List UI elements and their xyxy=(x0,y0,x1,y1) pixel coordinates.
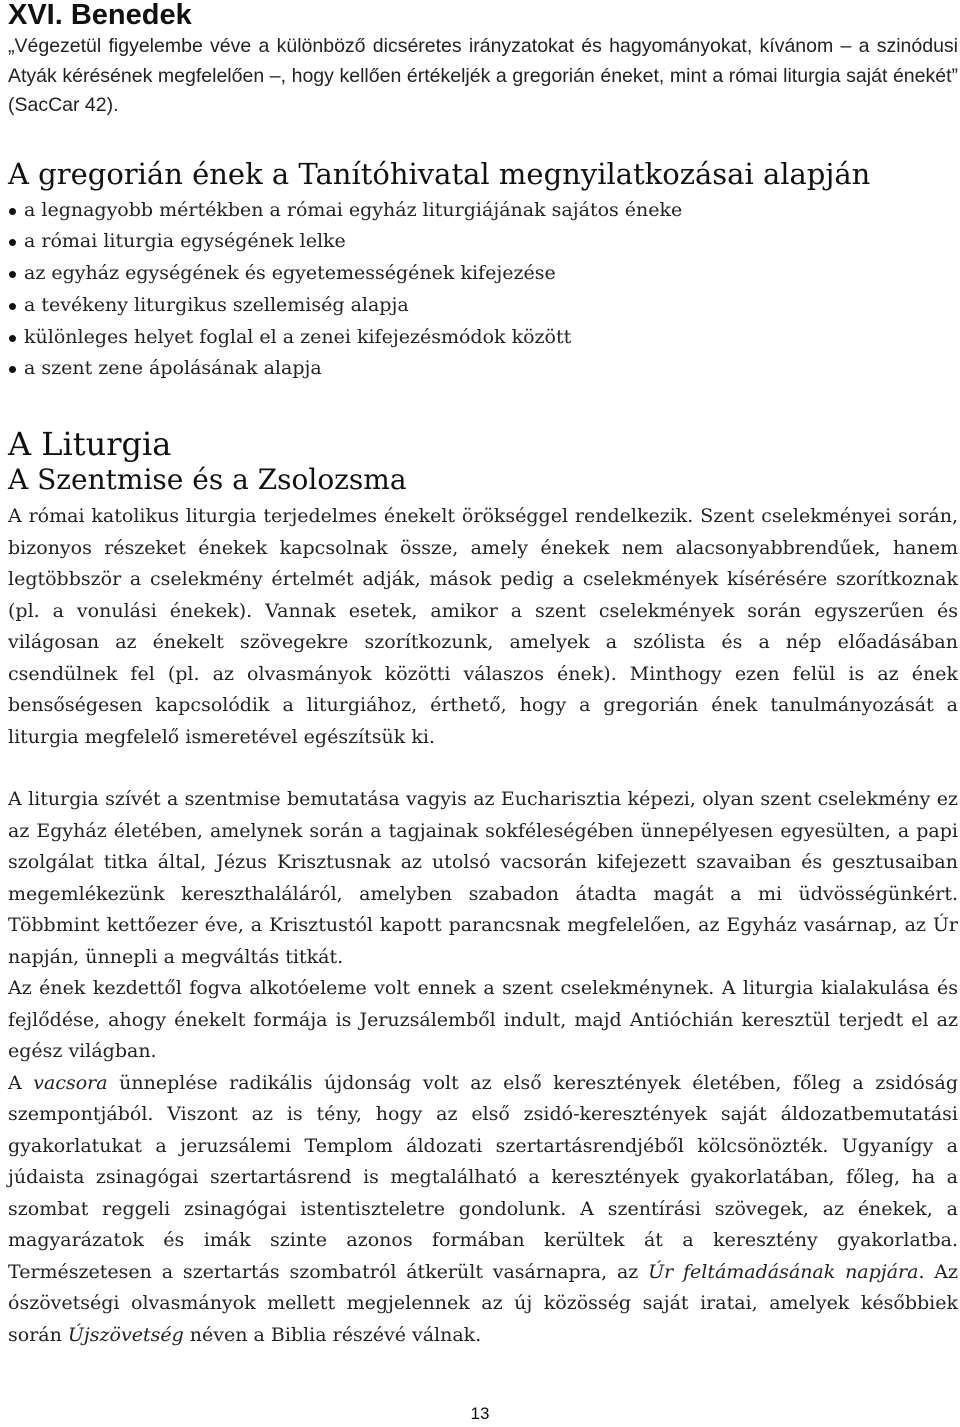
page-number: 13 xyxy=(470,1404,490,1423)
paragraph-2: A liturgia szívét a szentmise bemutatása vagyis az Eucharisztia képezi, olyan szent cselekmény ez az Egyház életében, amelynek során a tagjainak sokféleségében ünnepélyesen egyesülten, a papi szolgálat titka által, Jézus Krisztusnak az utolsó vacsorán kifejezett szavaiban és gesztusaiban megemlékezünk kereszthaláláról, amelyben szabadon átadta magát a mi üdvösségünkért. Többmint kettőezer éve, a Krisztustól kapott parancsnak megfelelően, az Egyház vasárnap, az Úr napján, ünnepli a megváltás titkát. xyxy=(8,788,958,968)
paragraph-3: Az ének kezdettől fogva alkotóeleme volt ennek a szent cselekménynek. A liturgia kialakulása és fejlődése, ahogy énekelt formája is Jeruzsálemből indult, majd Antióchián keresztül terjedt el az egész világban. xyxy=(8,977,958,1063)
list-item: a tevékeny liturgikus szellemiség alapja xyxy=(8,290,958,322)
bullet-icon xyxy=(9,335,16,342)
section-heading-gregorian: A gregorián ének a Tanítóhivatal megnyilatkozásai alapján xyxy=(8,156,871,191)
bullet-icon xyxy=(9,239,16,246)
list-item: a szent zene ápolásának alapja xyxy=(8,353,958,385)
bullet-icon xyxy=(9,303,16,310)
bullet-list xyxy=(8,195,958,386)
paragraph-4: A vacsora ünneplése radikális újdonság volt az első keresztények életében, főleg a zsidóság szempontjából. Viszont az is tény, hogy az első zsidó-keresztények saját áldozatbemutatási gyakorlatukat a jeruzsálemi Templom áldozati szertartásrendjéből kölcsönözték. Ugyanígy a júdaista zsinagógai szertartásrend is megtalálható a keresztények gyakorlatában, főleg, ha a szombat reggeli zsinagógai istentiszteletre gondolunk. A szentírási szövegek, az énekek, a magyarázatok és imák szinte azonos formában kerültek át a keresztény gyakorlatba. Természetesen a szertartás szombatról átkerült vasárnapra, az Úr feltámadásának napjára. Az ószövetségi olvasmányok mellett megjelennek az új közösség saját iratai, amelyek későbbiek során Újszövetség néven a Biblia részévé válnak. xyxy=(8,1071,959,1346)
document-page xyxy=(8,0,958,1351)
list-item: a római liturgia egységének lelke xyxy=(8,226,958,258)
subheading-szentmise: A Szentmise és a Zsolozsma xyxy=(8,463,407,497)
list-item: a legnagyobb mértékben a római egyház liturgiájának sajátos éneke xyxy=(8,195,958,227)
section-heading-liturgia: A Liturgia xyxy=(8,425,172,464)
list-item: az egyház egységének és egyetemességének kifejezése xyxy=(8,258,958,290)
bullet-icon xyxy=(9,208,16,215)
opening-quote: „Végezetül figyelembe véve a különböző dicséretes irányzatokat és hagyományokat, kívánom – a szinódusi Atyák kérésének megfelelően –, hogy kellően értékeljék a gregorián éneket, mint a római liturgia saját énekét” (SacCar 42). xyxy=(8,35,958,116)
bullet-icon xyxy=(9,271,16,278)
bullet-icon xyxy=(9,366,16,373)
paragraph-1: A római katolikus liturgia terjedelmes énekelt örökséggel rendelkezik. Szent cselekményei során, bizonyos részeket énekek kapcsolnak össze, amely énekek nem alacsonyabbrendűek, hanem legtöbbször a cselekmény értelmét adják, mások pedig a cselekmények kísérésére szorítkoznak (pl. a vonulási énekek). Vannak esetek, amikor a szent cselekmények során egyszerűen és világosan az énekelt szövegekre szorítkozunk, amelyek a szólista és a nép előadásában csendülnek fel (pl. az olvasmányok közötti válaszos ének). Minthogy ezen felül is az ének bensőségesen kapcsolódik a liturgiához, érthető, hogy a gregorián ének tanulmányozását a liturgia megfelelő ismeretével egészítsük ki. xyxy=(8,505,958,748)
list-item: különleges helyet foglal el a zenei kifejezésmódok között xyxy=(8,322,958,354)
chapter-title: XVI. Benedek xyxy=(8,0,192,31)
